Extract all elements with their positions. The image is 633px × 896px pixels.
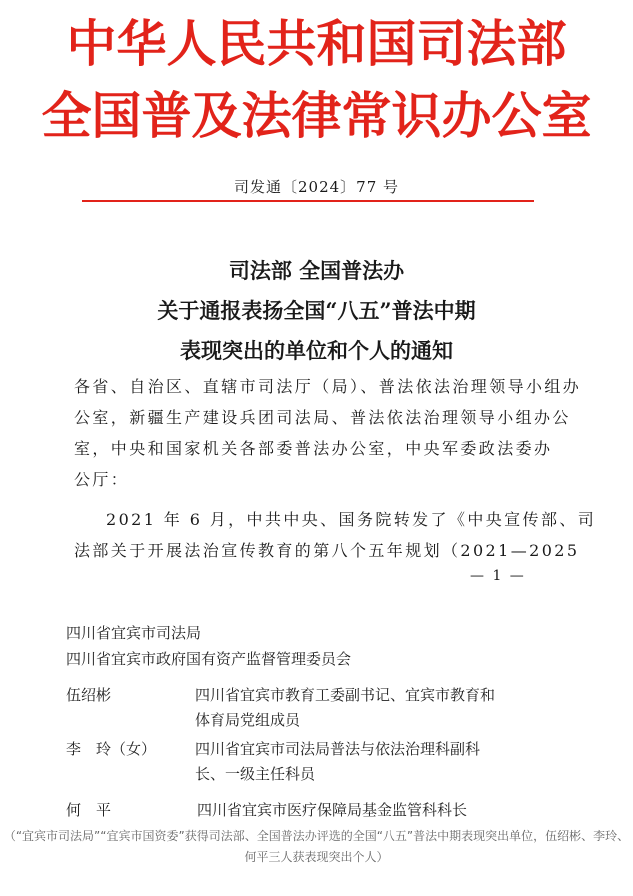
issuer-name-line2: 全国普及法律常识办公室 <box>41 87 592 145</box>
honored-unit: 四川省宜宾市政府国有资产监督管理委员会 <box>66 650 352 668</box>
image-caption: （“宜宾市司法局”“宜宾市国资委”获得司法部、全国普法办评选的全国“八五”普法中期表现突出单位，伍绍彬、李玲、何平三人获表现突出个人） <box>3 829 630 864</box>
red-divider <box>82 200 534 202</box>
body-line: 室，中央和国家机关各部委普法办公室，中央军委政法委办 <box>74 439 553 458</box>
body-line: 公厅： <box>74 470 130 489</box>
individual-title: 四川省宜宾市司法局普法与依法治理科副科 <box>195 740 481 758</box>
body-line: 公室，新疆生产建设兵团司法局、普法依法治理领导小组办公 <box>74 408 571 427</box>
body-line: 法部关于开展法治宣传教育的第八个五年规划（2021—2025 <box>74 541 580 560</box>
document-number: 司发通〔2024〕77 号 <box>233 178 400 196</box>
honored-unit: 四川省宜宾市司法局 <box>66 624 202 642</box>
individual-title: 四川省宜宾市医疗保障局基金监管科科长 <box>197 801 468 819</box>
individual-title: 长、一级主任科员 <box>195 765 316 783</box>
notice-title-line2: 关于通报表扬全国“八五”普法中期 <box>157 298 476 323</box>
body-paragraph-start: 2021 年 6 月，中共中央、国务院转发了《中央宣传部、司 <box>106 510 597 529</box>
page-number: — 1 — <box>470 568 526 584</box>
individual-name: 何 平 <box>66 801 112 819</box>
notice-title-line3: 表现突出的单位和个人的通知 <box>180 338 453 363</box>
body-line: 各省、自治区、直辖市司法厅（局）、普法依法治理领导小组办 <box>74 377 582 396</box>
notice-title-line1: 司法部 全国普法办 <box>228 258 405 283</box>
individual-name: 李 玲（女） <box>66 740 157 758</box>
issuer-name-line1: 中华人民共和国司法部 <box>66 15 567 73</box>
individual-title: 四川省宜宾市教育工委副书记、宜宾市教育和 <box>195 686 496 704</box>
individual-name: 伍绍彬 <box>66 686 112 704</box>
individual-title: 体育局党组成员 <box>195 711 301 729</box>
